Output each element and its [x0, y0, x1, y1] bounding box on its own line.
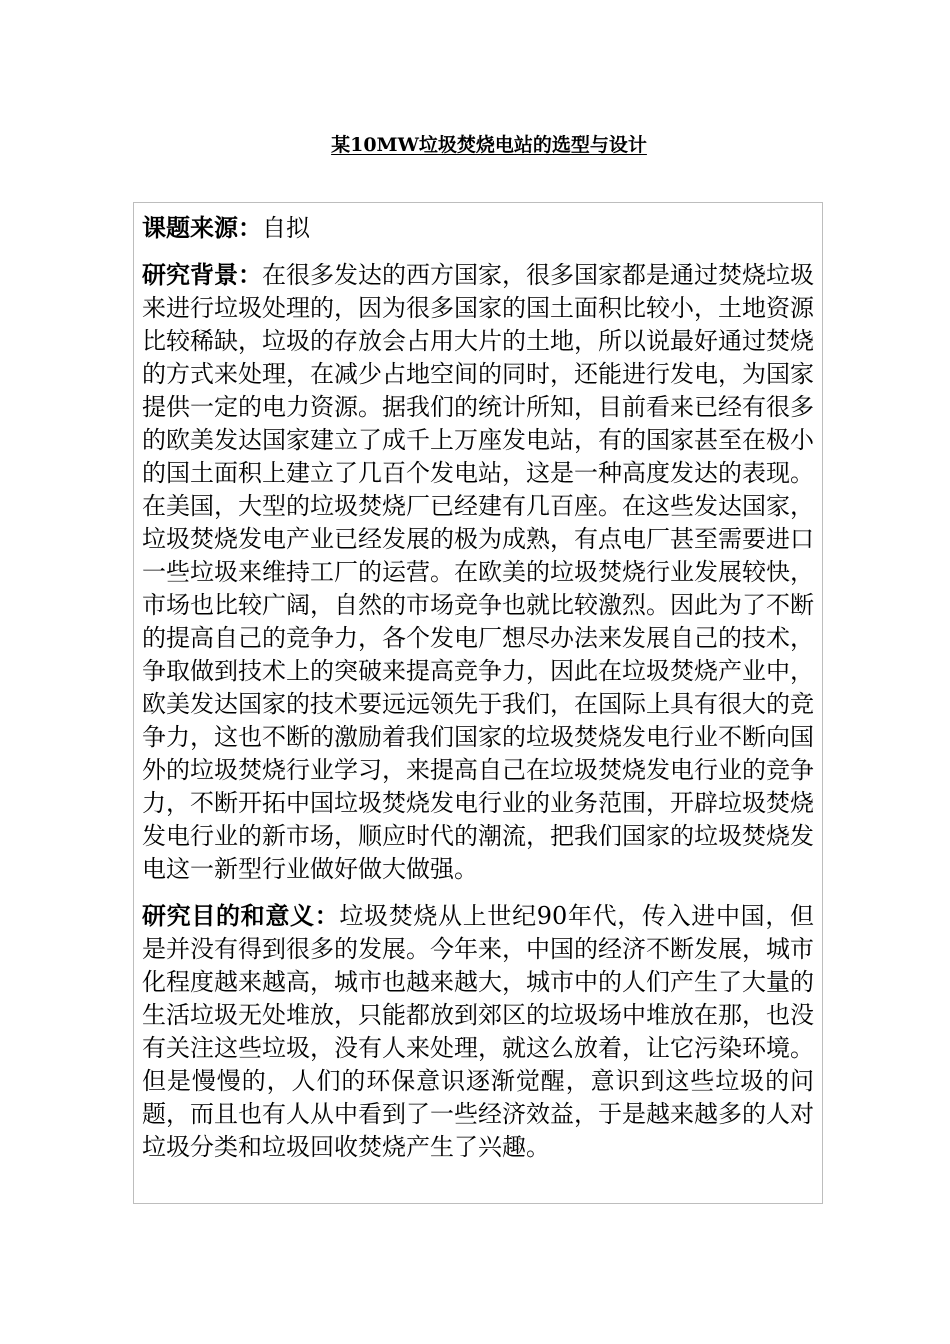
section-topic-source [142, 211, 814, 245]
content-box [133, 202, 823, 1204]
section-text: 垃圾焚烧从上世纪90年代，传入进中国，但是并没有得到很多的发展。今年来，中国的经济不断发展，城市化程度越来越高，城市也越来越大，城市中的人们产生了大量的生活垃圾无处堆放，只能都放到郊区的垃圾场中堆放在那，也没有关注这些垃圾，没有人来处理，就这么放着，让它污染环境。但是慢慢的，人们的环保意识逐渐觉醒，意识到这些垃圾的问题，而且也有人从中看到了一些经济效益，于是越来越多的人对垃圾分类和垃圾回收焚烧产生了兴趣。 [142, 902, 814, 1161]
section-research-background [142, 258, 814, 886]
section-label: 课题来源： [142, 213, 262, 242]
section-label: 研究目的和意义： [142, 901, 340, 930]
section-label: 研究背景： [142, 260, 262, 289]
section-text: 在很多发达的西方国家，很多国家都是通过焚烧垃圾来进行垃圾处理的，因为很多国家的国土面积比较小，土地资源比较稀缺，垃圾的存放会占用大片的土地，所以说最好通过焚烧的方式来处理，在减少占地空间的同时，还能进行发电，为国家提供一定的电力资源。据我们的统计所知，目前看来已经有很多的欧美发达国家建立了成千上万座发电站，有的国家甚至在极小的国土面积上建立了几百个发电站，这是一种高度发达的表现。在美国，大型的垃圾焚烧厂已经建有几百座。在这些发达国家，垃圾焚烧发电产业已经发展的极为成熟，有点电厂甚至需要进口一些垃圾来维持工厂的运营。在欧美的垃圾焚烧行业发展较快，市场也比较广阔，自然的市场竞争也就比较激烈。因此为了不断的提高自己的竞争力，各个发电厂想尽办法来发展自己的技术，争取做到技术上的突破来提高竞争力，因此在垃圾焚烧产业中，欧美发达国家的技术要远远领先于我们，在国际上具有很大的竞争力，这也不断的激励着我们国家的垃圾焚烧发电行业不断向国外的垃圾焚烧行业学习，来提高自己在垃圾焚烧发电行业的竞争力，不断开拓中国垃圾焚烧发电行业的业务范围，开辟垃圾焚烧发电行业的新市场，顺应时代的潮流，把我们国家的垃圾焚烧发电这一新型行业做好做大做强。 [142, 261, 814, 883]
section-research-purpose [142, 899, 814, 1164]
document-title: 某10MW垃圾焚烧电站的选型与设计 [331, 134, 647, 156]
content-body [142, 211, 814, 1177]
section-text: 自拟 [262, 214, 310, 242]
